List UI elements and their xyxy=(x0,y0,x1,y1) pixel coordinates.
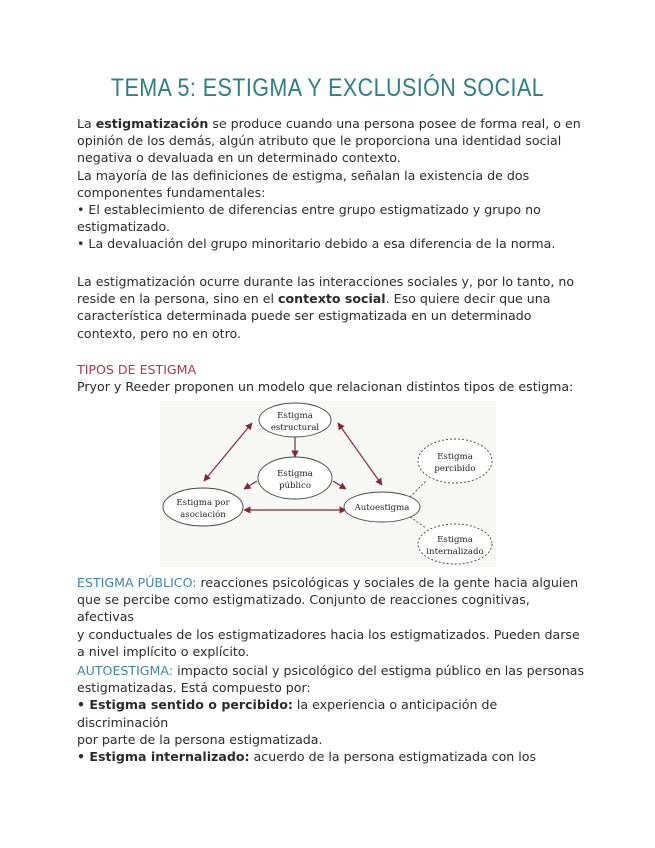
intro-section xyxy=(77,115,587,253)
bullet-line: estigmatizado. xyxy=(77,219,170,235)
label-internalized-2: internalizado xyxy=(426,547,484,557)
text: se produce cuando una persona posee de forma real, o en xyxy=(208,116,581,131)
types-intro: Pryor y Reeder proponen un modelo que relacionan distintos tipos de estigma: xyxy=(77,379,574,395)
context-line: contexto, pero no en otro. xyxy=(77,325,241,341)
keyword-contexto-social: contexto social xyxy=(278,291,386,307)
label-public-2: público xyxy=(278,481,312,491)
label-perceived-1: Estigma xyxy=(437,452,473,462)
intro-line: opinión de los demás, algún atributo que le proporciona una identidad social xyxy=(77,133,562,149)
keyword-estigmatizacion: estigmatización xyxy=(95,116,209,131)
label-association-2: asociación xyxy=(180,510,226,520)
stigma-model-diagram xyxy=(160,401,496,567)
diagram-svg xyxy=(160,401,496,567)
label-structural-1: Estigma xyxy=(277,411,313,421)
section-heading-tipos: TIPOS DE ESTIGMA xyxy=(77,362,197,377)
public-stigma-section xyxy=(77,574,587,660)
text: la experiencia o anticipación de discriminación xyxy=(77,697,498,730)
label-internalized-1: Estigma xyxy=(437,535,473,545)
context-line: La estigmatización ocurre durante las interacciones sociales y, por lo tanto, no xyxy=(77,274,575,289)
bullet-line xyxy=(77,696,587,730)
self-stigma-section xyxy=(77,662,587,765)
public-stigma-line xyxy=(77,574,587,591)
context-line: característica determinada puede ser estigmatizada en un determinado xyxy=(77,308,532,324)
self-stigma-label: AUTOESTIGMA: xyxy=(77,663,174,678)
intro-line: La mayoría de las definiciones de estigma, señalan la existencia de dos xyxy=(77,167,530,183)
text: reside en la persona, sino en el xyxy=(77,291,279,307)
bullet-line xyxy=(77,748,587,765)
label-public-1: Estigma xyxy=(277,469,313,479)
bullet-line: • El establecimiento de diferencias entre grupo estigmatizado y grupo no xyxy=(77,202,541,218)
label-association-1: Estigma por xyxy=(176,498,230,508)
text: . Eso quiere decir que una xyxy=(385,291,551,307)
bullet-line: por parte de la persona estigmatizada. xyxy=(77,731,323,747)
context-line xyxy=(77,290,587,307)
intro-line: negativa o devaluada en un determinado contexto. xyxy=(77,150,401,166)
label-structural-2: estructural xyxy=(270,423,320,433)
types-section xyxy=(77,361,587,395)
keyword-percibido: • Estigma sentido o percibido: xyxy=(77,697,293,713)
public-stigma-line: a nivel implícito o explícito. xyxy=(77,643,250,659)
intro-line xyxy=(77,115,587,132)
label-perceived-2: percibido xyxy=(434,464,476,474)
public-stigma-label: ESTIGMA PÚBLICO: xyxy=(77,575,197,590)
intro-line: componentes fundamentales: xyxy=(77,184,266,200)
label-self: Autoestigma xyxy=(354,503,410,513)
text: acuerdo de la persona estigmatizada con los xyxy=(249,749,537,765)
text: La xyxy=(77,116,96,131)
public-stigma-line: y conductuales de los estigmatizadores hacia los estigmatizados. Pueden darse xyxy=(77,626,580,642)
text: reacciones psicológicas y sociales de la gente hacia alguien xyxy=(196,575,579,590)
bullet-line: • La devaluación del grupo minoritario debido a esa diferencia de la norma. xyxy=(77,236,556,252)
context-section xyxy=(77,273,587,342)
page-title: TEMA 5: ESTIGMA Y EXCLUSIÓN SOCIAL xyxy=(110,74,545,102)
keyword-internalizado: • Estigma internalizado: xyxy=(77,749,250,765)
text: impacto social y psicológico del estigma público en las personas xyxy=(173,663,585,678)
public-stigma-line: que se percibe como estigmatizado. Conjunto de reacciones cognitivas, afectivas xyxy=(77,592,530,625)
self-stigma-line: estigmatizadas. Está compuesto por: xyxy=(77,680,311,696)
self-stigma-line xyxy=(77,662,587,679)
